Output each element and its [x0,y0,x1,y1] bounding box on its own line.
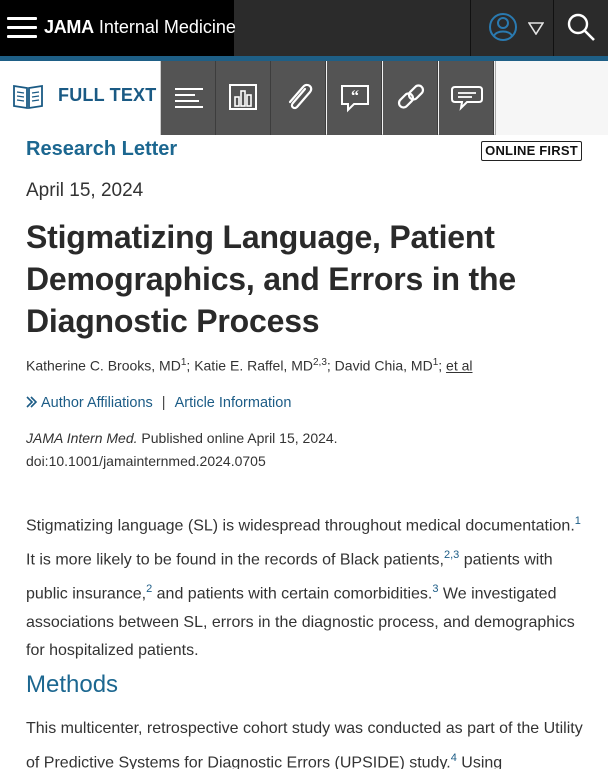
reference-link[interactable]: 3 [432,582,439,595]
user-icon [488,12,518,42]
article-toolbar [0,61,608,135]
link-icon [395,81,427,113]
publication-date: April 15, 2024 [26,180,144,201]
reference-link[interactable]: 4 [450,751,457,764]
search-button[interactable] [554,0,608,56]
author-link[interactable]: David Chia, MD [334,357,433,374]
online-first-badge: ONLINE FIRST [481,141,582,161]
supplements-button[interactable] [271,61,326,135]
cite-button[interactable] [327,61,382,135]
outline-icon [173,81,205,113]
chevron-down-icon [528,21,544,35]
brand-bar [0,0,234,56]
comment-icon [451,81,483,113]
et-al-link[interactable]: et al [446,357,473,374]
open-book-icon [12,82,44,110]
figures-button[interactable] [216,61,271,135]
quote-icon [339,81,371,113]
page-title: Stigmatizing Language, Patient Demographics, and Errors in the Diagnostic Process [26,219,516,339]
author-list: Katherine C. Brooks, $MD^1$; Katie E. Raffel, MD$^{2,3}$; David Chia, $MD^1$; et al [26,357,473,374]
affiliation-links: Author Affiliations | Article Information [26,395,291,411]
author-link[interactable]: Katie E. Raffel, MD [194,357,313,374]
methods-paragraph: This multicenter, retrospective cohort study was conducted as part of the Utility of Predictive Systems for Diagnostic Errors (UPSIDE) study.$^4$ Using [26,720,583,769]
svg-text:“: “ [351,88,359,105]
toolbar-spacer [495,61,608,135]
reference-link[interactable]: 1 [574,515,581,527]
hamburger-icon[interactable] [7,15,37,39]
top-header [0,0,608,56]
permissions-button[interactable] [383,61,438,135]
intro-paragraph: Stigmatizing language (SL) is widespread throughout medical documentation.$^1$ It is more likely to be found in the records of Black patients,$^{2,3}$ patients with public insurance,$^2$ and patients with certain comorbidities.$^3$ We investigated associations between SL, errors in the diagnostic process, and demographics for hospitalized patients. [26,515,581,660]
outline-button[interactable] [161,61,216,135]
methods-heading: Methods [26,671,119,698]
search-icon [566,12,596,42]
tab-full-text[interactable] [0,61,161,135]
user-menu-button[interactable] [470,0,554,56]
reference-link[interactable]: 2 [146,582,153,595]
comments-button[interactable] [439,61,494,135]
doi[interactable]: doi:10.1001/jamainternmed.2024.0705 [26,453,266,469]
attachment-icon [283,81,315,113]
double-chevron-right-icon [26,396,38,408]
article-information-link[interactable]: Article Information [174,395,292,411]
article-type: Research Letter [26,138,178,160]
full-text-label: FULL TEXT [58,85,157,105]
author-link[interactable]: Katherine C. Brooks, MD [26,357,181,374]
reference-link[interactable]: 2,3 [443,548,460,561]
journal-logo[interactable]: JAMA Internal Medicine [44,17,236,37]
journal-name: JAMA Intern Med. [26,430,138,446]
figures-icon [228,81,260,113]
citation: JAMA Intern Med. Published online April 15, 2024. doi:10.1001/jamainternmed.2024.0705 [26,430,338,469]
author-affiliations-link[interactable]: Author Affiliations [41,395,153,411]
